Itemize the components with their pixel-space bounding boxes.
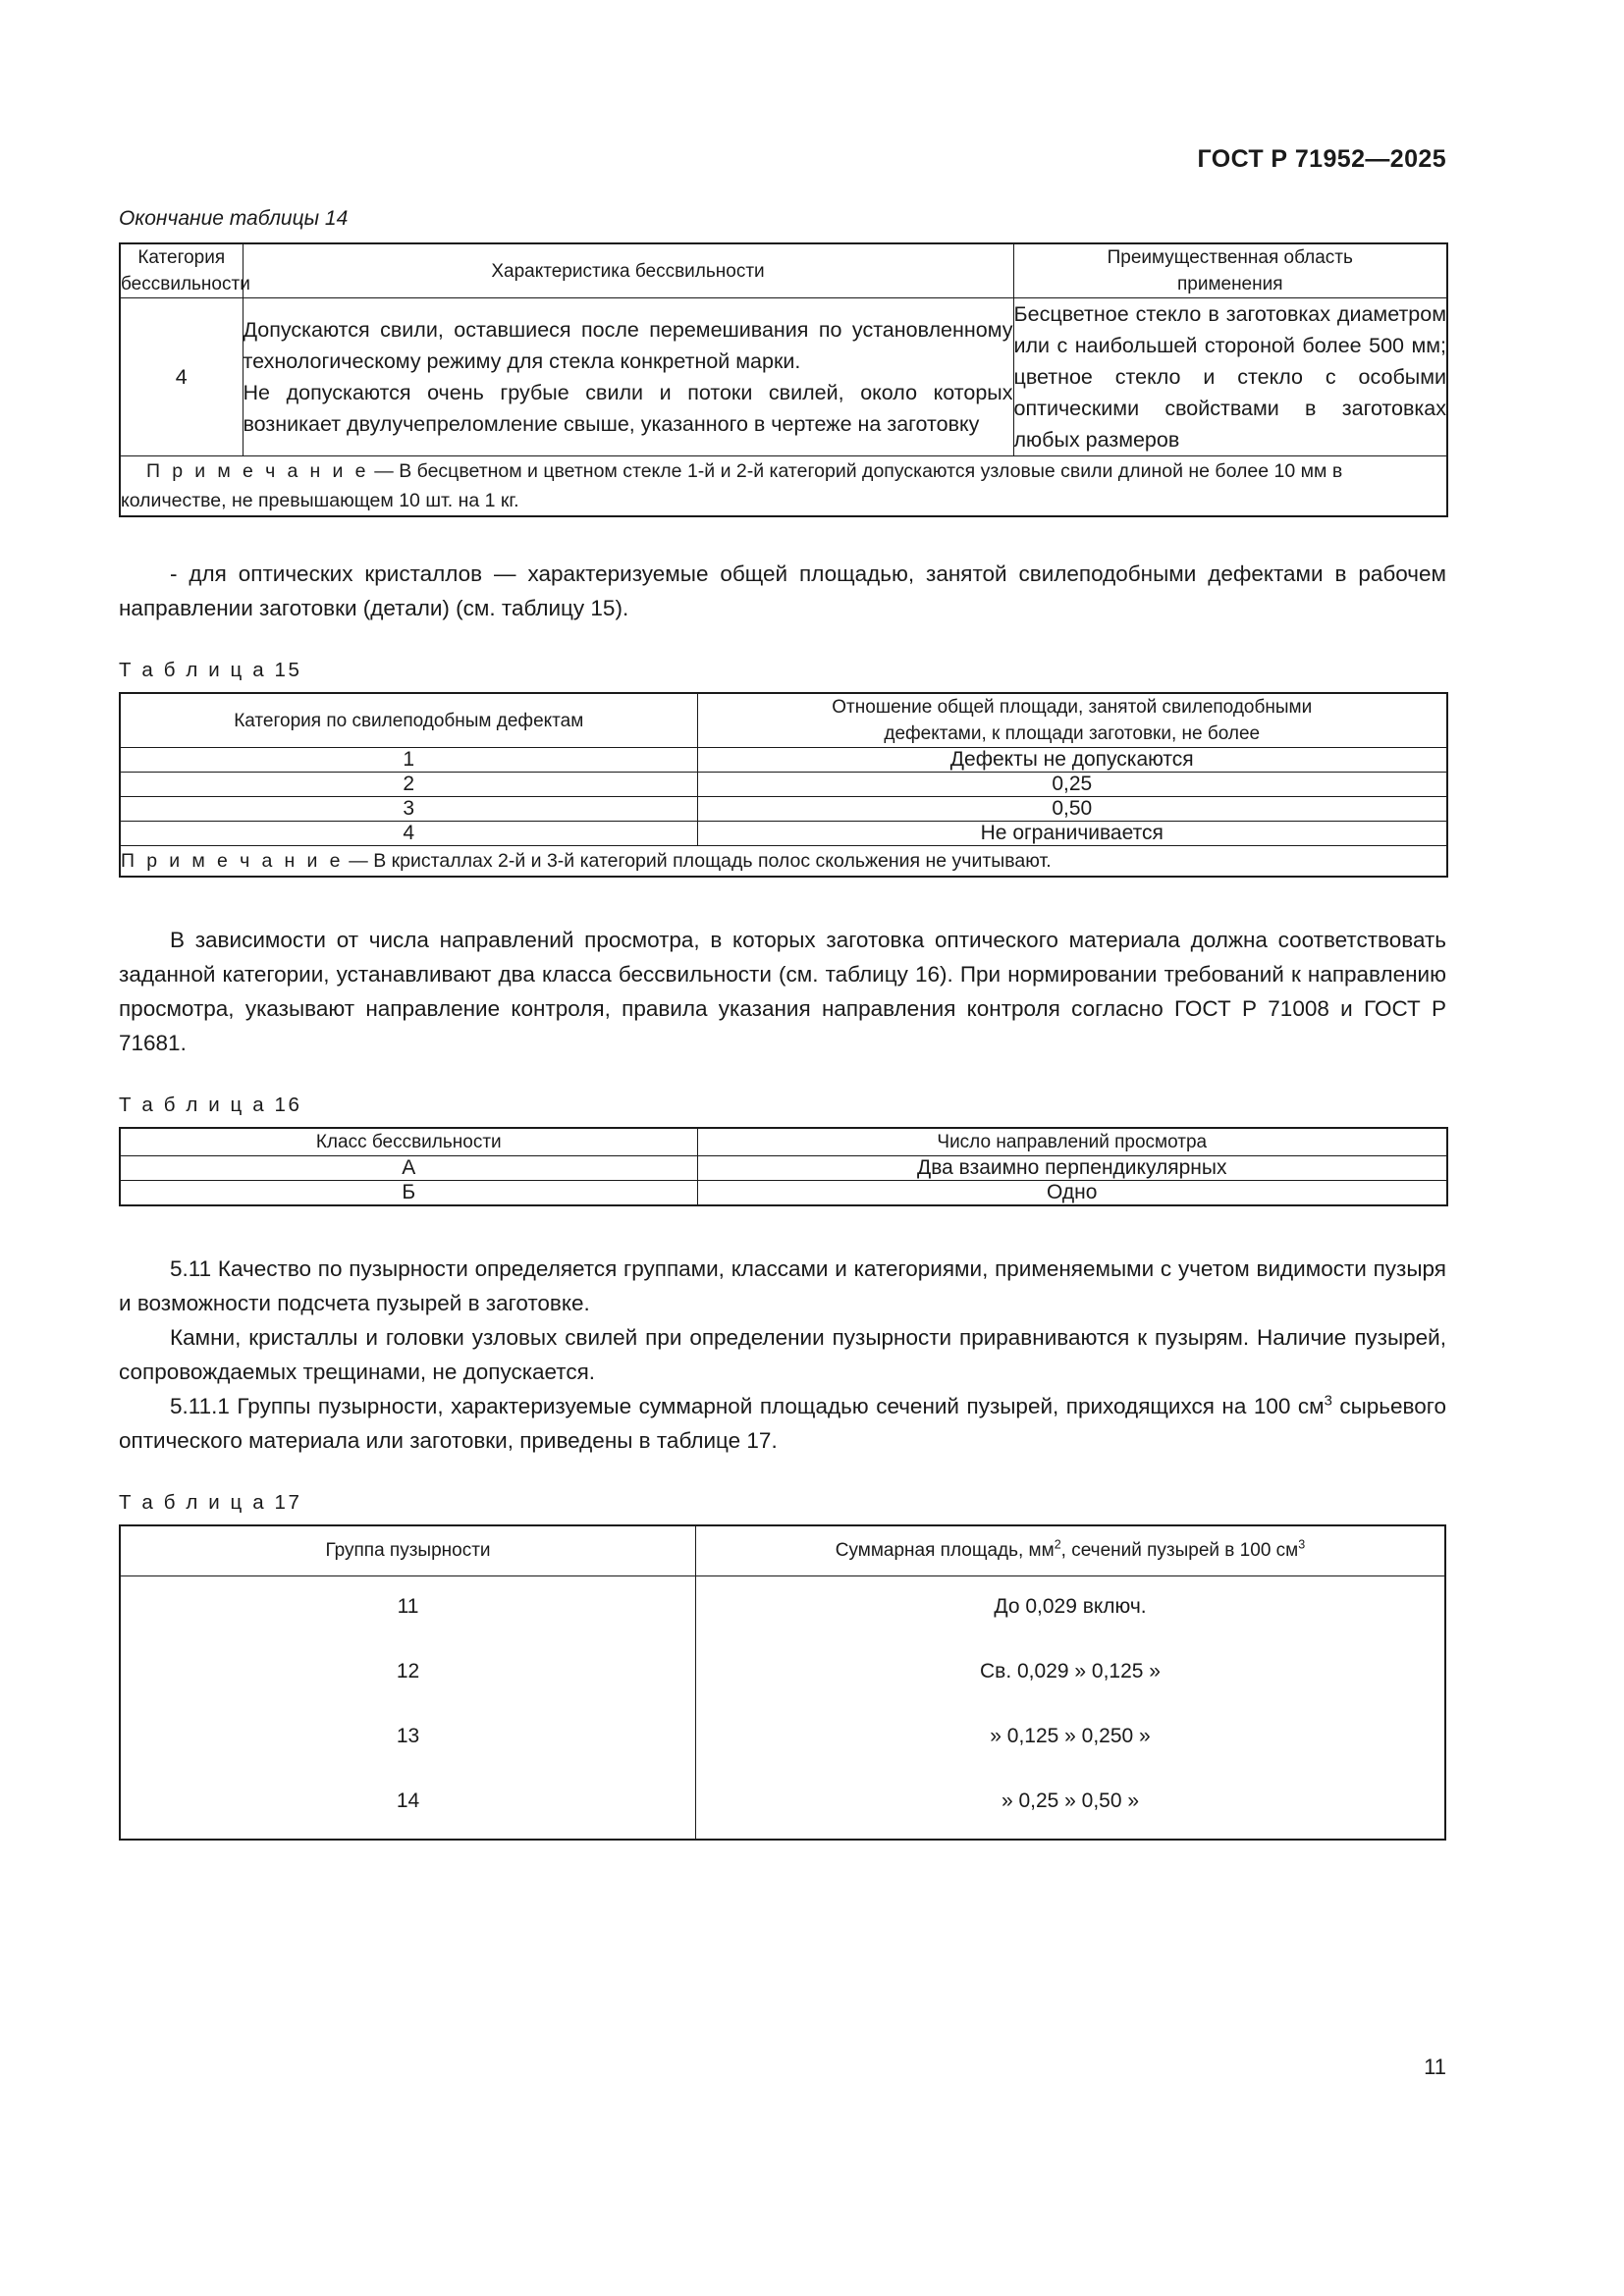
paragraph-5-11-stones: Камни, кристаллы и головки узловых свилей при определении пузырности приравниваются к пузырям. Наличие пузырей, сопровождаемых трещинами, не допускается.	[119, 1325, 1446, 1384]
table-17-header-area-part1: Суммарная площадь, мм	[835, 1540, 1055, 1561]
table-15-header-category: Категория по свилеподобным дефектам	[120, 693, 697, 748]
table-row	[120, 797, 1447, 822]
table-16-header-row	[120, 1128, 1447, 1156]
table-16	[119, 1127, 1448, 1206]
table-row	[120, 822, 1447, 846]
table-16-caption: Т а б л и ц а 16	[119, 1094, 302, 1116]
document-header-standard-id: ГОСТ Р 71952—2025	[1197, 145, 1446, 173]
page-number: 11	[1424, 2055, 1446, 2079]
table-14-header-characteristic: Характеристика бессвильности	[243, 243, 1013, 298]
table-14-header-application-line2: применения	[1176, 274, 1283, 294]
table-14-note-row	[120, 456, 1447, 517]
table-17-column-group	[121, 1576, 696, 1839]
table-15-note-label: П р и м е ч а н и е	[121, 850, 344, 872]
table-16-cell-class: Б	[120, 1181, 697, 1206]
table-14-header-category	[120, 243, 250, 298]
table-14-header-application-line1: Преимущественная область	[1107, 247, 1353, 268]
table14-continuation-label: Окончание таблицы 14	[119, 207, 349, 230]
table-row	[120, 748, 1447, 773]
table-row	[120, 1181, 1447, 1206]
table-15-note-text: — В кристаллах 2-й и 3-й категорий площадь полос скольжения не учитывают.	[349, 850, 1052, 872]
table-15-caption: Т а б л и ц а 15	[119, 659, 302, 681]
table-15-header-ratio-line1: Отношение общей площади, занятой свилеподобными	[832, 697, 1313, 718]
table-14-cell-characteristic	[243, 298, 1013, 456]
table-15-cell-category: 2	[120, 773, 697, 797]
table-17-header-area-part2: , сечений пузырей в 100 см	[1060, 1540, 1299, 1561]
table-15-note-row	[120, 846, 1447, 878]
table-17-header-area	[696, 1526, 1444, 1575]
table-15-cell-value: Дефекты не допускаются	[697, 748, 1447, 773]
table-14-header-application	[1013, 243, 1447, 298]
table-15	[119, 692, 1448, 878]
paragraph-5-11-1-part1: 5.11.1 Группы пузырности, характеризуемые суммарной площадью сечений пузырей, приходящихся на 100 см	[170, 1394, 1325, 1418]
table-17-cell-group: 14	[396, 1789, 420, 1812]
table-16-cell-class: А	[120, 1156, 697, 1181]
table-14-characteristic-paragraph-1: Допускаются свили, оставшиеся после перемешивания по установленному технологическому режиму для стекла конкретной марки.	[243, 318, 1013, 373]
table-14-header-category-line1: Категория	[137, 247, 226, 268]
table-17-column-area	[696, 1576, 1444, 1839]
paragraph-optical-crystals: - для оптических кристаллов — характеризуемые общей площадью, занятой свилеподобными дефектами в рабочем направлении заготовки (детали) (см. таблицу 15).	[119, 561, 1446, 620]
table-row	[120, 1156, 1447, 1181]
table-17-cell-group: 11	[397, 1595, 419, 1618]
paragraph-5-11-1-part2: сырьевого оптического материала или заготовки, приведены в таблице 17.	[119, 1394, 1446, 1453]
table-15-header-ratio-line2: дефектами, к площади заготовки, не более	[884, 723, 1261, 744]
table-14-header-row	[120, 243, 1447, 298]
table-14-cell-application: Бесцветное стекло в заготовках диаметром или с наибольшей стороной более 500 мм; цветное стекло и стекло с особыми оптическими свойствами в заготовках любых размеров	[1013, 298, 1447, 456]
table-15-cell-value: 0,25	[697, 773, 1447, 797]
table-14-note-label: П р и м е ч а н и е	[146, 460, 369, 482]
table-17-body	[119, 1576, 1446, 1841]
table-16-cell-directions: Одно	[697, 1181, 1447, 1206]
table-14-characteristic-paragraph-2: Не допускаются очень грубые свили и потоки свилей, около которых возникает двулучепреломление свыше, указанного в чертеже на заготовку	[243, 381, 1013, 436]
table-17-header-area-sup-mm2: 2	[1054, 1537, 1061, 1552]
paragraph-5-11-1-superscript: 3	[1324, 1393, 1332, 1410]
table-15-cell-value: 0,50	[697, 797, 1447, 822]
table-17-cell-area: До 0,029 включ.	[994, 1595, 1147, 1618]
table-17	[119, 1524, 1446, 1841]
table-row	[120, 773, 1447, 797]
table-15-cell-category: 1	[120, 748, 697, 773]
table-17-cell-group: 13	[396, 1725, 420, 1747]
table-14	[119, 242, 1448, 517]
table-17-caption: Т а б л и ц а 17	[119, 1491, 302, 1514]
table-17-cell-area: » 0,25 » 0,50 »	[1001, 1789, 1140, 1812]
table-17-header-row	[119, 1524, 1446, 1576]
table-16-header-class: Класс бессвильности	[120, 1128, 697, 1156]
table-15-cell-value: Не ограничивается	[697, 822, 1447, 846]
table-14-note-text: — В бесцветном и цветном стекле 1-й и 2-й категорий допускаются узловые свили длиной не более 10 мм в количестве, не превышающем 10 шт. на 1 кг.	[121, 460, 1343, 511]
table-15-header-row	[120, 693, 1447, 748]
table-14-header-category-line2: бессвильности	[121, 274, 250, 294]
table-17-cell-area: » 0,125 » 0,250 »	[990, 1725, 1151, 1747]
table-17-cell-group: 12	[396, 1660, 420, 1682]
paragraph-5-11: 5.11 Качество по пузырности определяется группами, классами и категориями, применяемыми с учетом видимости пузыря и возможности подсчета пузырей в заготовке.	[119, 1256, 1446, 1315]
paragraph-5-11-1	[119, 1389, 1446, 1458]
table-15-cell-category: 3	[120, 797, 697, 822]
table-16-cell-directions: Два взаимно перпендикулярных	[697, 1156, 1447, 1181]
table-15-header-ratio	[697, 693, 1447, 748]
table-16-header-directions: Число направлений просмотра	[697, 1128, 1447, 1156]
table-17-cell-area: Св. 0,029 » 0,125 »	[980, 1660, 1161, 1682]
page-content	[119, 0, 1446, 1841]
table-15-note	[120, 846, 1447, 878]
table-17-header-group: Группа пузырности	[121, 1526, 696, 1575]
table-14-cell-category: 4	[120, 298, 243, 456]
table-17-header-area-sup-cm3: 3	[1298, 1537, 1306, 1552]
table-14-note	[120, 456, 1447, 517]
paragraph-viewing-directions: В зависимости от числа направлений просмотра, в которых заготовка оптического материала должна соответствовать заданной категории, устанавливают два класса бессвильности (см. таблицу 16). При нормировании требований к направлению просмотра, указывают направление контроля, правила указания направления контроля согласно ГОСТ Р 71008 и ГОСТ Р 71681.	[119, 928, 1446, 1055]
table-15-cell-category: 4	[120, 822, 697, 846]
table-row	[120, 298, 1447, 456]
